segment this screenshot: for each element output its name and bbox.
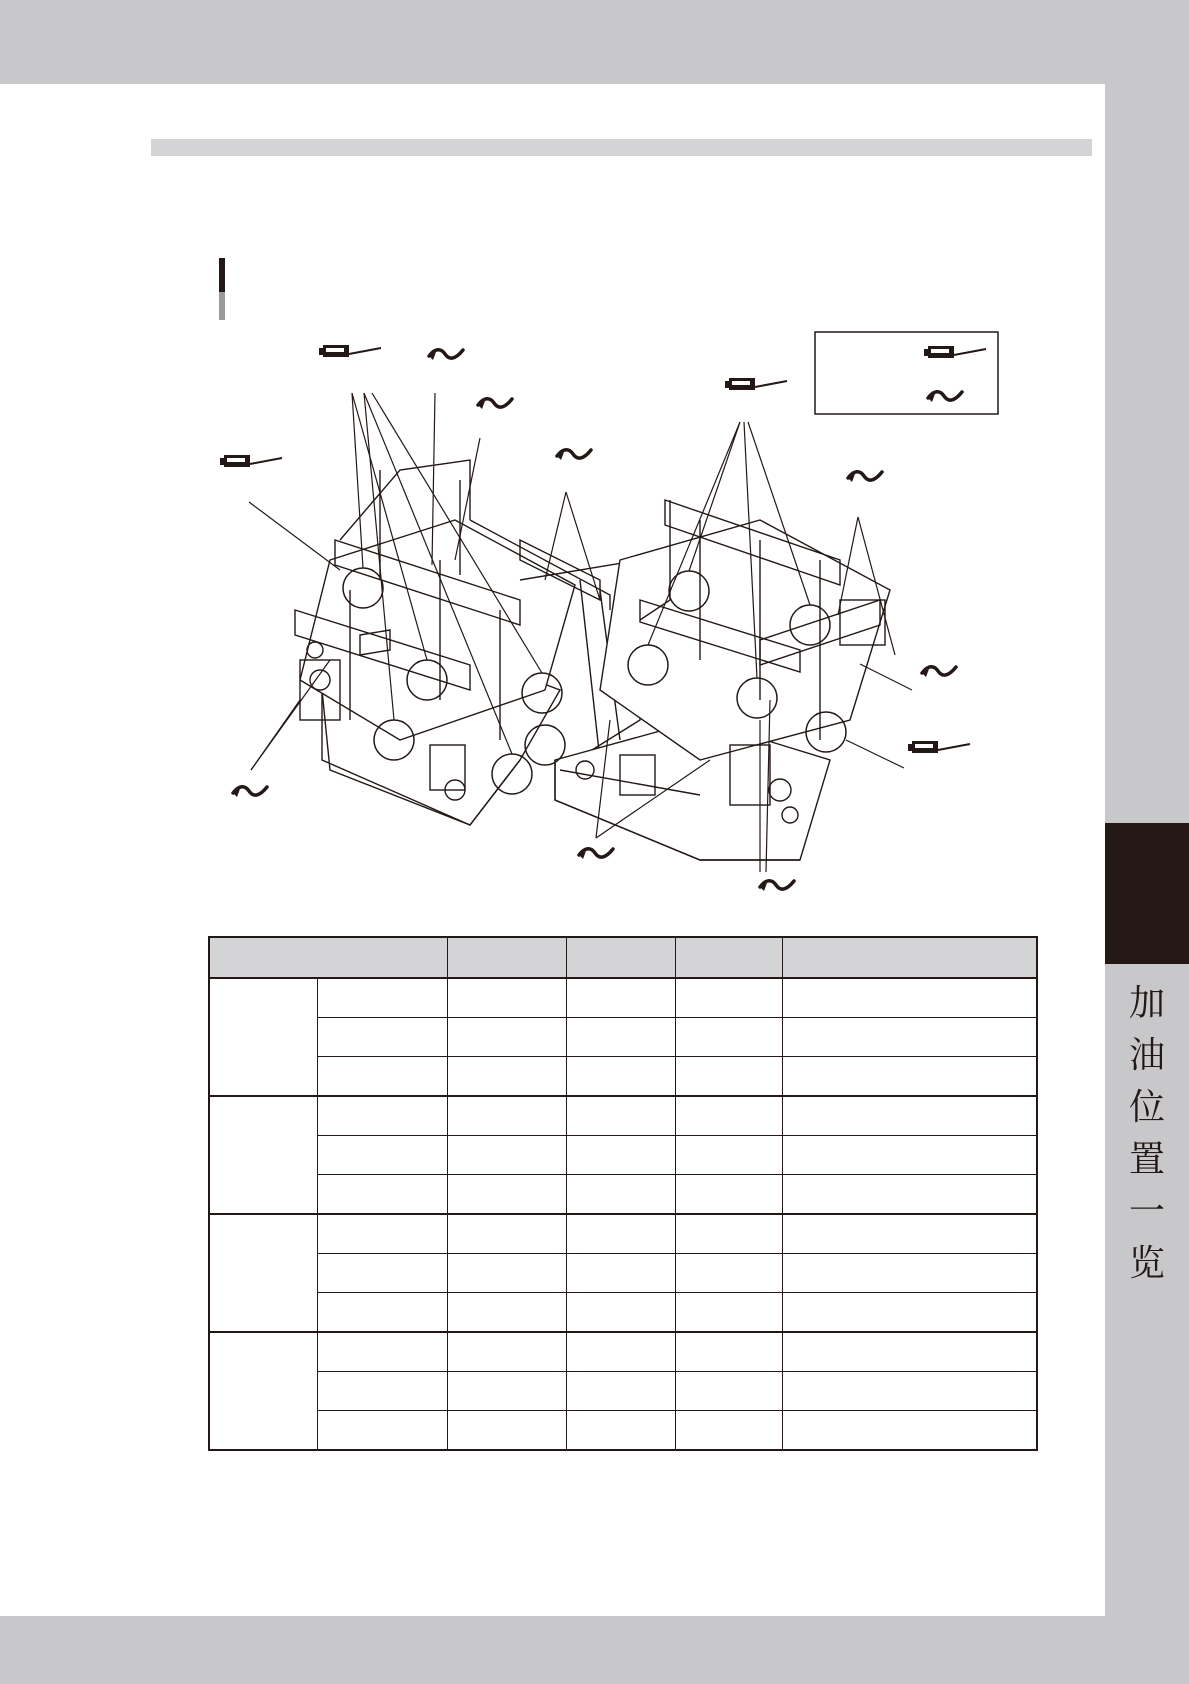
machine-drawing (295, 460, 890, 860)
table-row (209, 1057, 1037, 1097)
table-cell (675, 1057, 782, 1097)
table-cell (566, 1175, 675, 1215)
oil-spout-icon (760, 881, 794, 891)
table-cell (782, 1214, 1037, 1254)
header-cell (447, 937, 566, 978)
table-cell (675, 1018, 782, 1057)
table-cell (447, 1332, 566, 1372)
table-cell (566, 1254, 675, 1293)
table-cell (675, 978, 782, 1018)
table-cell (317, 1136, 447, 1175)
table-cell (447, 1136, 566, 1175)
header-cell (782, 937, 1037, 978)
header-cell-part (209, 937, 447, 978)
table-cell (317, 1096, 447, 1136)
header-cell (566, 937, 675, 978)
table-cell (317, 1018, 447, 1057)
table-row (209, 1332, 1037, 1372)
table-cell (566, 1332, 675, 1372)
table-cell (675, 1332, 782, 1372)
tab-char: 位 (1128, 1087, 1165, 1128)
tab-char: 览 (1128, 1243, 1165, 1284)
table-cell (566, 1018, 675, 1057)
table-cell (566, 978, 675, 1018)
table-cell (566, 1096, 675, 1136)
oil-spout-icon (233, 787, 267, 797)
header-cell (675, 937, 782, 978)
group-label (209, 1096, 317, 1214)
oil-spout-icon (579, 849, 613, 859)
group-label (209, 1214, 317, 1332)
table-cell (447, 978, 566, 1018)
table-cell (447, 1411, 566, 1451)
table-cell (675, 1175, 782, 1215)
table-cell (447, 1372, 566, 1411)
table-row (209, 1018, 1037, 1057)
table-row (209, 1214, 1037, 1254)
table-cell (447, 1057, 566, 1097)
table-row (209, 1254, 1037, 1293)
table-cell (317, 1175, 447, 1215)
table-cell (317, 1372, 447, 1411)
table-cell (782, 978, 1037, 1018)
table-cell (447, 1254, 566, 1293)
table-cell (566, 1372, 675, 1411)
table-cell (447, 1293, 566, 1333)
table-cell (447, 1175, 566, 1215)
table-cell (675, 1372, 782, 1411)
table-cell (675, 1293, 782, 1333)
table-cell (782, 1175, 1037, 1215)
table-cell (566, 1293, 675, 1333)
table-cell (675, 1096, 782, 1136)
table-row (209, 1096, 1037, 1136)
table-cell (782, 1372, 1037, 1411)
table-cell (675, 1411, 782, 1451)
oil-spout-icon (478, 399, 512, 409)
table-cell (566, 1057, 675, 1097)
group-label (209, 978, 317, 1096)
table-row (209, 1411, 1037, 1451)
table-row (209, 1175, 1037, 1215)
oil-spout-icon (922, 667, 956, 677)
table-cell (566, 1411, 675, 1451)
tab-char: 加 (1128, 983, 1165, 1024)
table-cell (675, 1214, 782, 1254)
table-cell (675, 1136, 782, 1175)
table-cell (782, 1057, 1037, 1097)
table-cell (447, 1214, 566, 1254)
legend-box (815, 332, 998, 414)
table-cell (782, 1018, 1037, 1057)
table-row (209, 1372, 1037, 1411)
table-cell (566, 1136, 675, 1175)
grease-gun-icon (319, 345, 381, 357)
table-cell (447, 1096, 566, 1136)
grease-gun-icon (220, 455, 282, 467)
table-cell (782, 1332, 1037, 1372)
oil-spout-icon (429, 350, 463, 360)
table-cell (317, 1411, 447, 1451)
grease-gun-icon (725, 378, 787, 390)
table-cell (317, 1214, 447, 1254)
tab-char: 一 (1128, 1191, 1165, 1232)
oil-spout-icon (557, 450, 591, 460)
table-cell (317, 1293, 447, 1333)
tab-char: 置 (1128, 1139, 1165, 1180)
table-cell (317, 978, 447, 1018)
table-row (209, 978, 1037, 1018)
table-cell (782, 1096, 1037, 1136)
table-row (209, 1293, 1037, 1333)
table-cell (782, 1254, 1037, 1293)
group-label (209, 1332, 317, 1450)
grease-gun-icon (908, 741, 970, 753)
table-cell (782, 1136, 1037, 1175)
table-cell (317, 1332, 447, 1372)
table-cell (447, 1018, 566, 1057)
oil-spout-icon (848, 472, 882, 482)
table-row (209, 1136, 1037, 1175)
lubrication-table (208, 936, 1038, 1451)
table-cell (566, 1214, 675, 1254)
chapter-tab-label (1105, 978, 1189, 1290)
table-cell (782, 1293, 1037, 1333)
table-cell (317, 1254, 447, 1293)
tab-char: 油 (1128, 1035, 1165, 1076)
table-cell (675, 1254, 782, 1293)
table-cell (782, 1411, 1037, 1451)
table-cell (317, 1057, 447, 1097)
table-header-row (209, 937, 1037, 978)
